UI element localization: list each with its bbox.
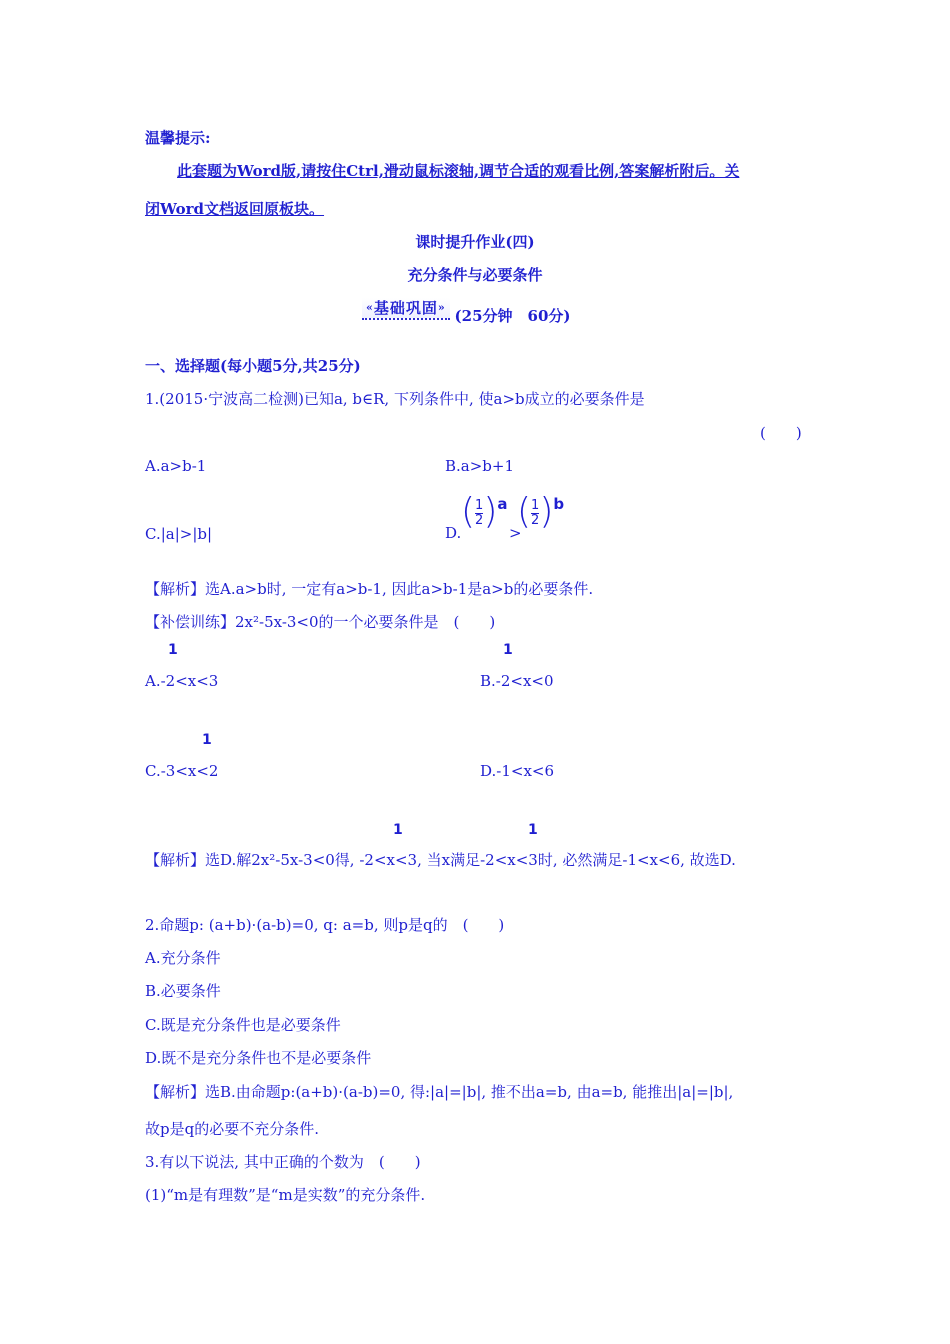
formula-half-pow-a: $(\frac{1}{2})a$ — [461, 491, 508, 532]
supp-a-frac-num: 1 — [168, 642, 178, 658]
section-1-title: 一、选择题(每小题5分,共25分) — [145, 357, 361, 375]
supp-c-frac-num: 1 — [202, 732, 212, 748]
q1-option-c: C.|a|>|b| — [145, 525, 213, 543]
q1-stem: 1.(2015·宁波高二检测)已知a, b∈R, 下列条件中, 使a>b成立的必要条件是 — [145, 390, 645, 408]
formula-half-pow-b: $(\frac{1}{2})b$ — [517, 491, 565, 532]
q1-analysis: 【解析】选A.a>b时, 一定有a>b-1, 因此a>b-1是a>b的必要条件. — [145, 580, 594, 598]
supp-analysis-frac-num-2: 1 — [528, 822, 538, 838]
q2-option-b: B.必要条件 — [145, 982, 221, 1000]
page-title: 课时提升作业(四) — [415, 233, 535, 251]
page-subtitle: 充分条件与必要条件 — [407, 266, 543, 284]
supp-option-c: C.-3<x<2 — [145, 762, 219, 780]
badge-basic: «基础巩固» — [362, 298, 450, 320]
supp-option-b: B.-2<x<0 — [480, 672, 554, 690]
supp-option-d: D.-1<x<6 — [480, 762, 555, 780]
q3-item-1: (1)“m是有理数”是“m是实数”的充分条件. — [145, 1186, 426, 1204]
q2-analysis-line-1: 【解析】选B.由命题p:(a+b)·(a-b)=0, 得:|a|=|b|, 推不出a=b, 由a=b, 能推出|a|=|b|, — [145, 1083, 734, 1101]
supp-b-frac-num: 1 — [503, 642, 513, 658]
q2-analysis-line-2: 故p是q的必要不充分条件. — [145, 1120, 319, 1138]
tip-line-2: 闭Word文档返回原板块。 — [145, 200, 325, 218]
q1-option-a: A.a>b-1 — [145, 457, 207, 475]
supp-option-a: A.-2<x<3 — [145, 672, 219, 690]
supp-analysis: 【解析】选D.解2x²-5x-3<0得, -2<x<3, 当x满足-2<x<3时, 必然满足-1<x<6, 故选D. — [145, 851, 736, 869]
q1-option-b: B.a>b+1 — [445, 457, 515, 475]
q2-option-a: A.充分条件 — [145, 949, 221, 967]
q1-answer-bracket: ( ) — [760, 424, 802, 442]
q3-stem: 3.有以下说法, 其中正确的个数为 ( ) — [145, 1153, 421, 1171]
tip-line-1: 此套题为Word版,请按住Ctrl,滑动鼠标滚轴,调节合适的观看比例,答案解析附后。关 — [177, 162, 740, 180]
time-score: (25分钟 60分) — [454, 307, 571, 325]
section-header — [362, 298, 602, 325]
q2-stem: 2.命题p: (a+b)·(a-b)=0, q: a=b, 则p是q的 ( ) — [145, 916, 505, 934]
q2-option-d: D.既不是充分条件也不是必要条件 — [145, 1049, 372, 1067]
tip-heading: 温馨提示: — [145, 129, 211, 147]
supp-analysis-frac-num-1: 1 — [393, 822, 403, 838]
supp-stem: 【补偿训练】2x²-5x-3<0的一个必要条件是 ( ) — [145, 613, 496, 631]
q2-option-c: C.既是充分条件也是必要条件 — [145, 1016, 341, 1034]
